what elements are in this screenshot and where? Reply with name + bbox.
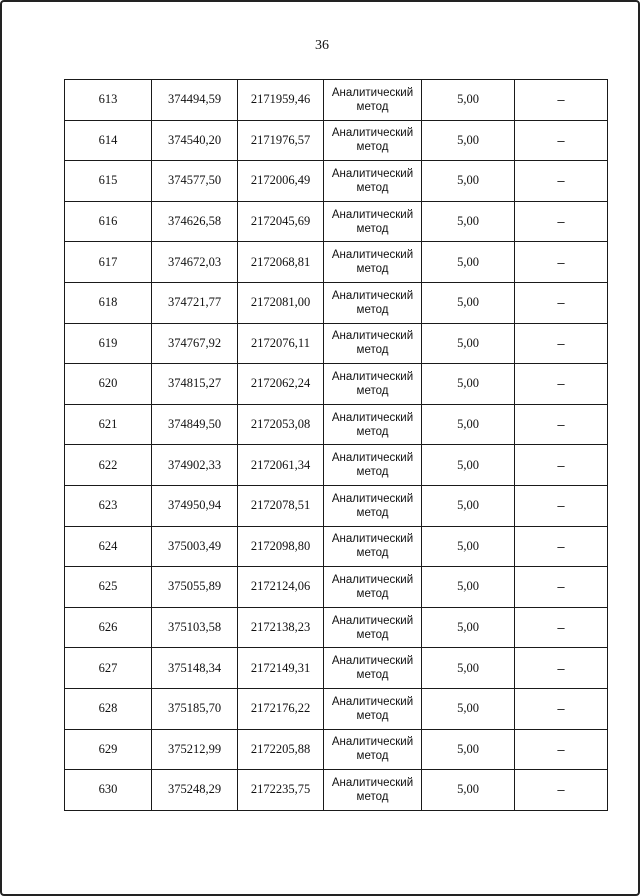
- table-row: [65, 607, 608, 648]
- method-text-line: метод: [356, 466, 389, 479]
- accuracy-cell: 5,00: [422, 201, 515, 242]
- method-text-line: Аналитический: [331, 492, 414, 505]
- method-text-line: метод: [356, 587, 389, 600]
- method-text-line: метод: [356, 384, 389, 397]
- x-coordinate-cell: 375212,99: [152, 729, 238, 770]
- note-cell: –: [515, 526, 608, 567]
- accuracy-cell: 5,00: [422, 648, 515, 689]
- y-coordinate-cell: 2172149,31: [238, 648, 324, 689]
- table-row: [65, 567, 608, 608]
- point-number-cell: 626: [65, 607, 152, 648]
- method-cell: [324, 445, 422, 486]
- table-row: [65, 485, 608, 526]
- note-cell: –: [515, 729, 608, 770]
- x-coordinate-cell: 374902,33: [152, 445, 238, 486]
- method-text-line: метод: [356, 303, 389, 316]
- table-row: [65, 688, 608, 729]
- method-text-line: метод: [356, 547, 389, 560]
- note-cell: –: [515, 201, 608, 242]
- accuracy-cell: 5,00: [422, 364, 515, 405]
- x-coordinate-cell: 374815,27: [152, 364, 238, 405]
- method-text-line: метод: [356, 790, 389, 803]
- method-text-line: Аналитический: [331, 776, 414, 789]
- y-coordinate-cell: 2172176,22: [238, 688, 324, 729]
- method-cell: [324, 485, 422, 526]
- accuracy-cell: 5,00: [422, 120, 515, 161]
- note-cell: –: [515, 80, 608, 121]
- method-text-line: Аналитический: [331, 452, 414, 465]
- table-row: [65, 770, 608, 811]
- table-row: [65, 445, 608, 486]
- point-number-cell: 625: [65, 567, 152, 608]
- accuracy-cell: 5,00: [422, 526, 515, 567]
- point-number-cell: 619: [65, 323, 152, 364]
- method-text-line: Аналитический: [331, 249, 414, 262]
- method-text-line: метод: [356, 425, 389, 438]
- page-number: 36: [315, 38, 329, 53]
- table-row: [65, 323, 608, 364]
- accuracy-cell: 5,00: [422, 567, 515, 608]
- point-number-cell: 615: [65, 161, 152, 202]
- method-text-line: Аналитический: [331, 695, 414, 708]
- accuracy-cell: 5,00: [422, 607, 515, 648]
- method-cell: [324, 161, 422, 202]
- accuracy-cell: 5,00: [422, 242, 515, 283]
- method-cell: [324, 201, 422, 242]
- method-cell: [324, 242, 422, 283]
- table-row: [65, 729, 608, 770]
- y-coordinate-cell: 2172061,34: [238, 445, 324, 486]
- method-text-line: Аналитический: [331, 289, 414, 302]
- table-row: [65, 282, 608, 323]
- note-cell: –: [515, 648, 608, 689]
- method-text-line: метод: [356, 506, 389, 519]
- x-coordinate-cell: 374540,20: [152, 120, 238, 161]
- table-row: [65, 80, 608, 121]
- accuracy-cell: 5,00: [422, 404, 515, 445]
- x-coordinate-cell: 374672,03: [152, 242, 238, 283]
- method-text-line: Аналитический: [331, 411, 414, 424]
- point-number-cell: 623: [65, 485, 152, 526]
- method-text-line: Аналитический: [331, 573, 414, 586]
- accuracy-cell: 5,00: [422, 485, 515, 526]
- method-cell: [324, 364, 422, 405]
- method-text-line: метод: [356, 709, 389, 722]
- method-cell: [324, 404, 422, 445]
- note-cell: –: [515, 445, 608, 486]
- accuracy-cell: 5,00: [422, 161, 515, 202]
- point-number-cell: 613: [65, 80, 152, 121]
- coordinates-table-body: [65, 80, 608, 811]
- coordinates-table: [64, 79, 608, 811]
- accuracy-cell: 5,00: [422, 445, 515, 486]
- method-text-line: метод: [356, 750, 389, 763]
- method-text-line: Аналитический: [331, 127, 414, 140]
- y-coordinate-cell: 2171976,57: [238, 120, 324, 161]
- x-coordinate-cell: 374626,58: [152, 201, 238, 242]
- table-row: [65, 242, 608, 283]
- accuracy-cell: 5,00: [422, 323, 515, 364]
- accuracy-cell: 5,00: [422, 729, 515, 770]
- method-text-line: Аналитический: [331, 614, 414, 627]
- note-cell: –: [515, 404, 608, 445]
- note-cell: –: [515, 120, 608, 161]
- y-coordinate-cell: 2172068,81: [238, 242, 324, 283]
- method-text-line: метод: [356, 628, 389, 641]
- x-coordinate-cell: 375055,89: [152, 567, 238, 608]
- method-cell: [324, 648, 422, 689]
- y-coordinate-cell: 2172098,80: [238, 526, 324, 567]
- x-coordinate-cell: 375103,58: [152, 607, 238, 648]
- method-text-line: метод: [356, 263, 389, 276]
- point-number-cell: 628: [65, 688, 152, 729]
- x-coordinate-cell: 374950,94: [152, 485, 238, 526]
- accuracy-cell: 5,00: [422, 770, 515, 811]
- point-number-cell: 614: [65, 120, 152, 161]
- method-cell: [324, 323, 422, 364]
- table-row: [65, 161, 608, 202]
- y-coordinate-cell: 2172124,06: [238, 567, 324, 608]
- point-number-cell: 617: [65, 242, 152, 283]
- accuracy-cell: 5,00: [422, 282, 515, 323]
- note-cell: –: [515, 770, 608, 811]
- method-text-line: Аналитический: [331, 330, 414, 343]
- method-text-line: Аналитический: [331, 208, 414, 221]
- x-coordinate-cell: 374494,59: [152, 80, 238, 121]
- note-cell: –: [515, 485, 608, 526]
- point-number-cell: 630: [65, 770, 152, 811]
- method-text-line: Аналитический: [331, 655, 414, 668]
- x-coordinate-cell: 374767,92: [152, 323, 238, 364]
- method-text-line: метод: [356, 100, 389, 113]
- y-coordinate-cell: 2172081,00: [238, 282, 324, 323]
- table-row: [65, 201, 608, 242]
- point-number-cell: 616: [65, 201, 152, 242]
- point-number-cell: 629: [65, 729, 152, 770]
- point-number-cell: 618: [65, 282, 152, 323]
- point-number-cell: 621: [65, 404, 152, 445]
- y-coordinate-cell: 2172076,11: [238, 323, 324, 364]
- method-cell: [324, 770, 422, 811]
- y-coordinate-cell: 2172235,75: [238, 770, 324, 811]
- method-text-line: Аналитический: [331, 533, 414, 546]
- y-coordinate-cell: 2171959,46: [238, 80, 324, 121]
- note-cell: –: [515, 567, 608, 608]
- method-text-line: метод: [356, 344, 389, 357]
- table-row: [65, 404, 608, 445]
- method-text-line: Аналитический: [331, 736, 414, 749]
- accuracy-cell: 5,00: [422, 80, 515, 121]
- method-text-line: Аналитический: [331, 167, 414, 180]
- x-coordinate-cell: 375248,29: [152, 770, 238, 811]
- table-row: [65, 120, 608, 161]
- table-row: [65, 526, 608, 567]
- note-cell: –: [515, 161, 608, 202]
- method-cell: [324, 526, 422, 567]
- x-coordinate-cell: 375185,70: [152, 688, 238, 729]
- method-cell: [324, 120, 422, 161]
- y-coordinate-cell: 2172006,49: [238, 161, 324, 202]
- method-text-line: метод: [356, 222, 389, 235]
- method-cell: [324, 282, 422, 323]
- y-coordinate-cell: 2172138,23: [238, 607, 324, 648]
- x-coordinate-cell: 375003,49: [152, 526, 238, 567]
- x-coordinate-cell: 374577,50: [152, 161, 238, 202]
- table-row: [65, 648, 608, 689]
- y-coordinate-cell: 2172045,69: [238, 201, 324, 242]
- y-coordinate-cell: 2172062,24: [238, 364, 324, 405]
- method-text-line: Аналитический: [331, 86, 414, 99]
- method-text-line: Аналитический: [331, 370, 414, 383]
- point-number-cell: 627: [65, 648, 152, 689]
- y-coordinate-cell: 2172078,51: [238, 485, 324, 526]
- table-row: [65, 364, 608, 405]
- point-number-cell: 620: [65, 364, 152, 405]
- method-cell: [324, 729, 422, 770]
- method-cell: [324, 80, 422, 121]
- note-cell: –: [515, 323, 608, 364]
- method-text-line: метод: [356, 669, 389, 682]
- note-cell: –: [515, 282, 608, 323]
- method-cell: [324, 567, 422, 608]
- x-coordinate-cell: 375148,34: [152, 648, 238, 689]
- method-text-line: метод: [356, 141, 389, 154]
- x-coordinate-cell: 374849,50: [152, 404, 238, 445]
- note-cell: –: [515, 688, 608, 729]
- method-cell: [324, 607, 422, 648]
- accuracy-cell: 5,00: [422, 688, 515, 729]
- note-cell: –: [515, 364, 608, 405]
- method-text-line: метод: [356, 181, 389, 194]
- x-coordinate-cell: 374721,77: [152, 282, 238, 323]
- y-coordinate-cell: 2172053,08: [238, 404, 324, 445]
- note-cell: –: [515, 607, 608, 648]
- point-number-cell: 622: [65, 445, 152, 486]
- point-number-cell: 624: [65, 526, 152, 567]
- y-coordinate-cell: 2172205,88: [238, 729, 324, 770]
- method-cell: [324, 688, 422, 729]
- note-cell: –: [515, 242, 608, 283]
